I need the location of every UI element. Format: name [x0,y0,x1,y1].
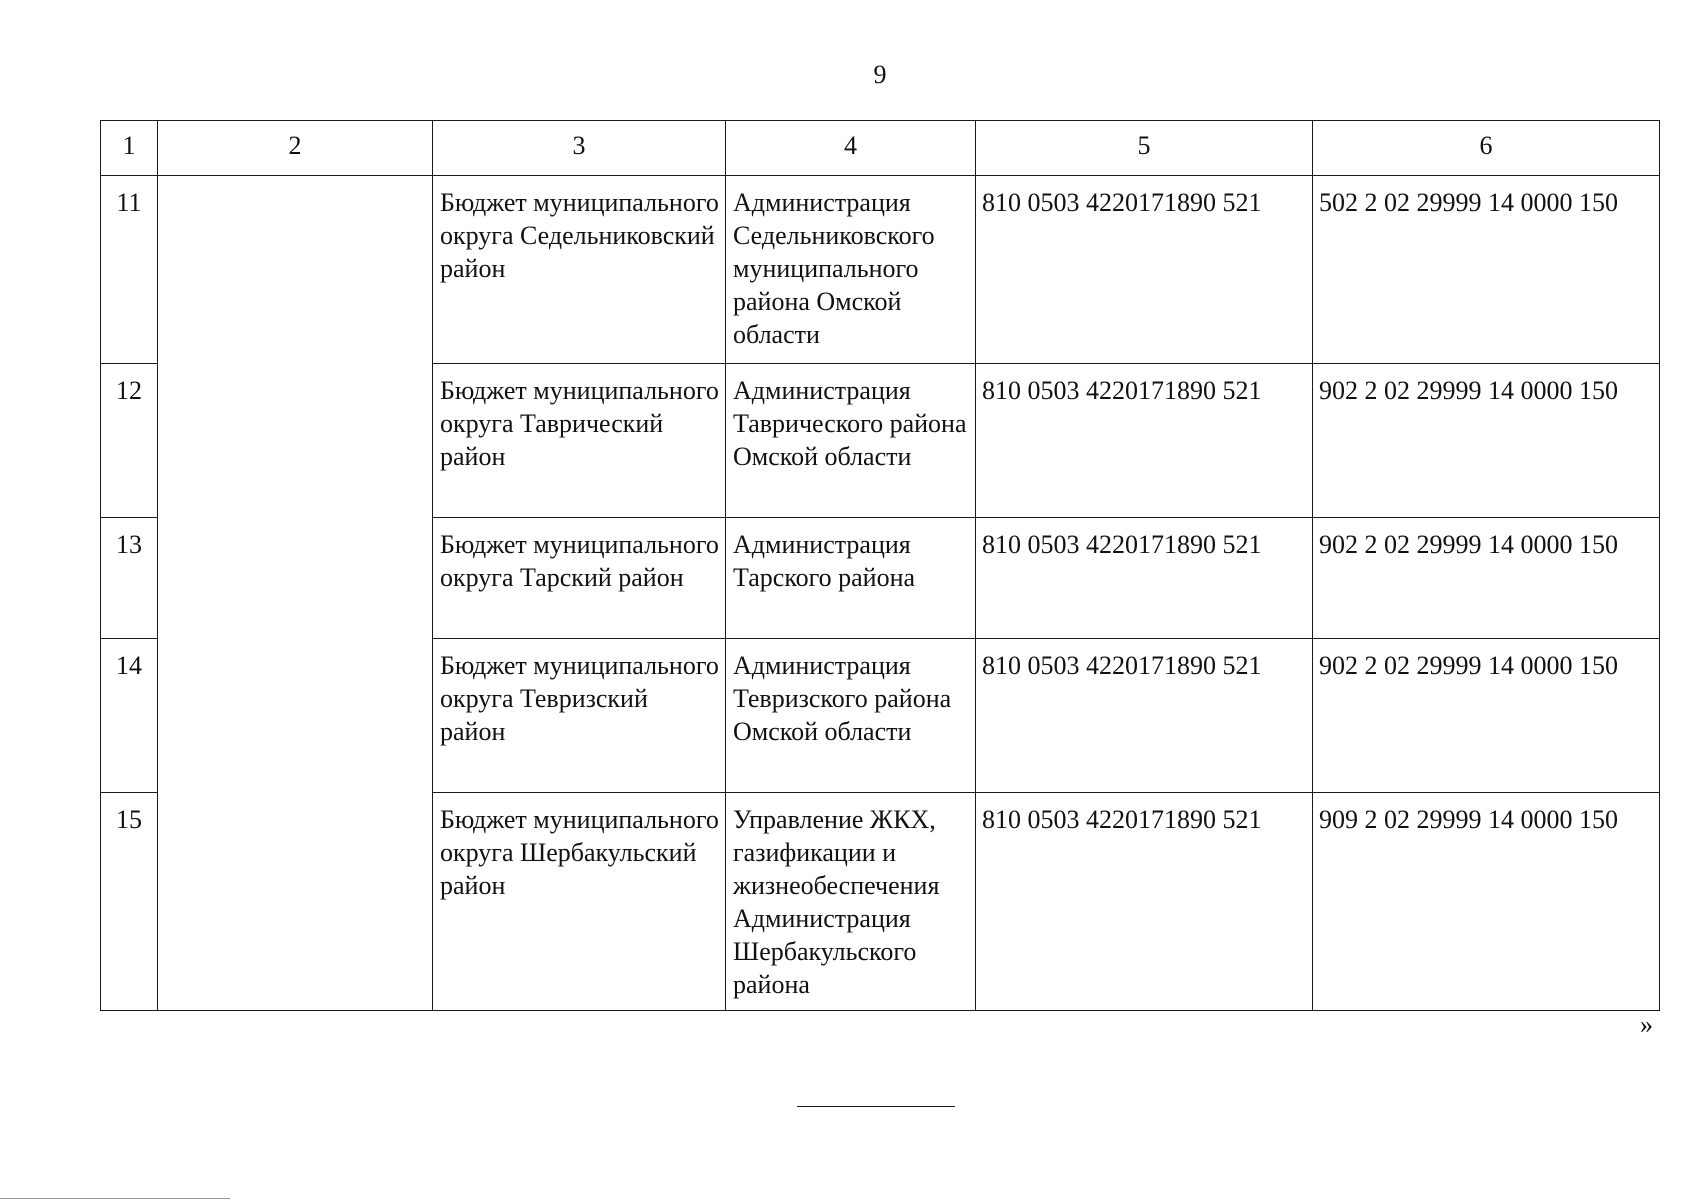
income-code-cell: 502 2 02 29999 14 0000 150 [1313,176,1660,364]
row-number: 11 [101,176,158,364]
budget-cell: Бюджет муниципального округа Таврический район [433,364,726,518]
table-row [101,176,1660,364]
column-header-2: 2 [158,121,433,176]
expense-code-cell: 810 0503 4220171890 521 [976,176,1313,364]
column-header-1: 1 [101,121,158,176]
administrator-cell: Управление ЖКХ, газификации и жизнеобеспечения Администрация Шербакульского района [726,793,976,1011]
expense-code-cell: 810 0503 4220171890 521 [976,639,1313,793]
row-number: 14 [101,639,158,793]
closing-quote: » [1640,1010,1653,1039]
income-code-cell: 902 2 02 29999 14 0000 150 [1313,639,1660,793]
footer-rule [797,1106,955,1107]
column-header-3: 3 [433,121,726,176]
page-number: 9 [873,60,887,89]
column-header-5: 5 [976,121,1313,176]
expense-code-cell: 810 0503 4220171890 521 [976,518,1313,639]
administrator-cell: Администрация Тевризского района Омской области [726,639,976,793]
income-code-cell: 902 2 02 29999 14 0000 150 [1313,364,1660,518]
scan-edge-line [0,1198,230,1199]
administrator-cell: Администрация Тарского района [726,518,976,639]
column-header-4: 4 [726,121,976,176]
budget-allocation-table [100,120,1660,1011]
income-code-cell: 909 2 02 29999 14 0000 150 [1313,793,1660,1011]
expense-code-cell: 810 0503 4220171890 521 [976,793,1313,1011]
expense-code-cell: 810 0503 4220171890 521 [976,364,1313,518]
budget-cell: Бюджет муниципального округа Шербакульский район [433,793,726,1011]
column-header-6: 6 [1313,121,1660,176]
table-header-row [101,121,1660,176]
row-number: 15 [101,793,158,1011]
income-code-cell: 902 2 02 29999 14 0000 150 [1313,518,1660,639]
administrator-cell: Администрация Таврического района Омской области [726,364,976,518]
row-number: 12 [101,364,158,518]
row-number: 13 [101,518,158,639]
administrator-cell: Администрация Седельниковского муниципального района Омской области [726,176,976,364]
budget-cell: Бюджет муниципального округа Седельниковский район [433,176,726,364]
budget-cell: Бюджет муниципального округа Тевризский район [433,639,726,793]
merged-column-2-cell [158,176,433,1011]
budget-cell: Бюджет муниципального округа Тарский район [433,518,726,639]
